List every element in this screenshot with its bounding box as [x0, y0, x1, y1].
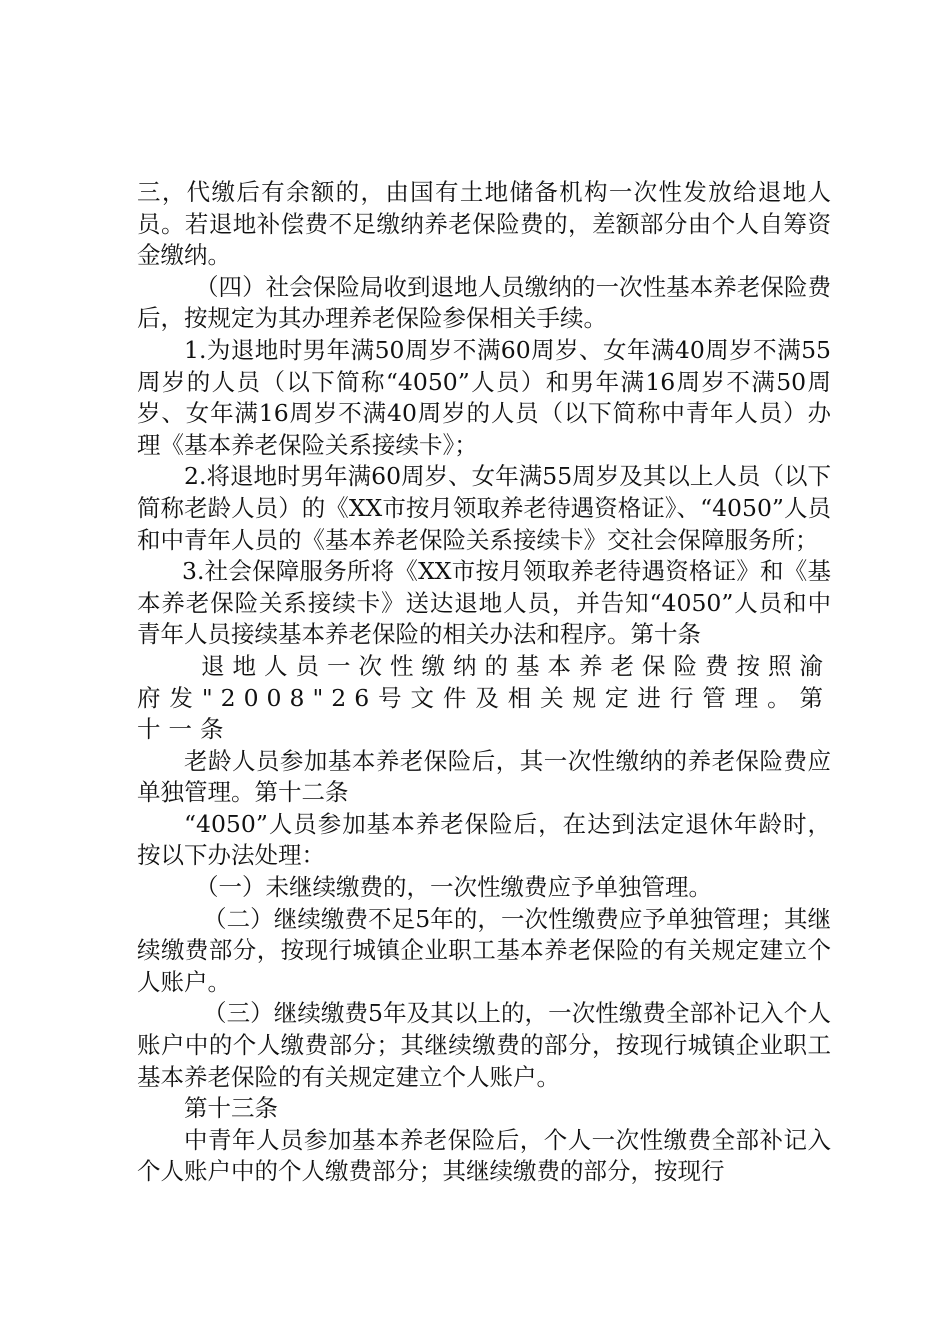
paragraph-point-1: 1.为退地时男年满50周岁不满60周岁、女年满40周岁不满55周岁的人员（以下简称“4050”人员）和男年满16周岁不满50周岁、女年满16周岁不满40周岁的人员（以下简称中青年人员）办理《基本养老保险关系接续卡》；: [137, 335, 831, 459]
paragraph-surplus-payment: 三，代缴后有余额的，由国有土地储备机构一次性发放给退地人员。若退地补偿费不足缴纳养老保险费的，差额部分由个人自筹资金缴纳。: [137, 178, 831, 270]
paragraph-article-13: 中青年人员参加基本养老保险后，个人一次性缴费全部补记入个人账户中的个人缴费部分；其继续缴费的部分，按现行: [137, 1125, 831, 1186]
paragraph-article-10: 退地人员一次性缴纳的基本养老保险费按照渝府发"2008"26号文件及相关规定进行管理。第十一条: [137, 651, 831, 744]
document-page: [137, 177, 831, 1188]
paragraph-item-1: （一）未继续缴费的，一次性缴费应予单独管理。: [195, 873, 712, 902]
paragraph-article-11: 老龄人员参加基本养老保险后，其一次性缴纳的养老保险费应单独管理。第十二条: [137, 746, 831, 807]
paragraph-point-2: 2.将退地时男年满60周岁、女年满55周岁及其以上人员（以下简称老龄人员）的《XX市按月领取养老待遇资格证》、“4050”人员和中青年人员的《基本养老保险关系接续卡》交社会保障服务所；: [137, 462, 831, 554]
paragraph-item-3: （三）继续缴费5年及其以上的，一次性缴费全部补记入个人账户中的个人缴费部分；其继续缴费的部分，按现行城镇企业职工基本养老保险的有关规定建立个人账户。: [137, 999, 831, 1091]
paragraph-point-3: 3.社会保障服务所将《XX市按月领取养老待遇资格证》和《基本养老保险关系接续卡》送达退地人员，并告知“4050”人员和中青年人员接续基本养老保险的相关办法和程序。第十条: [137, 557, 831, 649]
paragraph-article-12: “4050”人员参加基本养老保险后，在达到法定退休年龄时，按以下办法处理：: [137, 809, 831, 870]
paragraph-item-4: （四）社会保险局收到退地人员缴纳的一次性基本养老保险费后，按规定为其办理养老保险参保相关手续。: [137, 272, 831, 333]
paragraph-item-2: （二）继续缴费不足5年的，一次性缴费应予单独管理；其继续缴费部分，按现行城镇企业职工基本养老保险的有关规定建立个人账户。: [137, 904, 831, 996]
article-13-heading: 第十三条: [184, 1094, 278, 1123]
